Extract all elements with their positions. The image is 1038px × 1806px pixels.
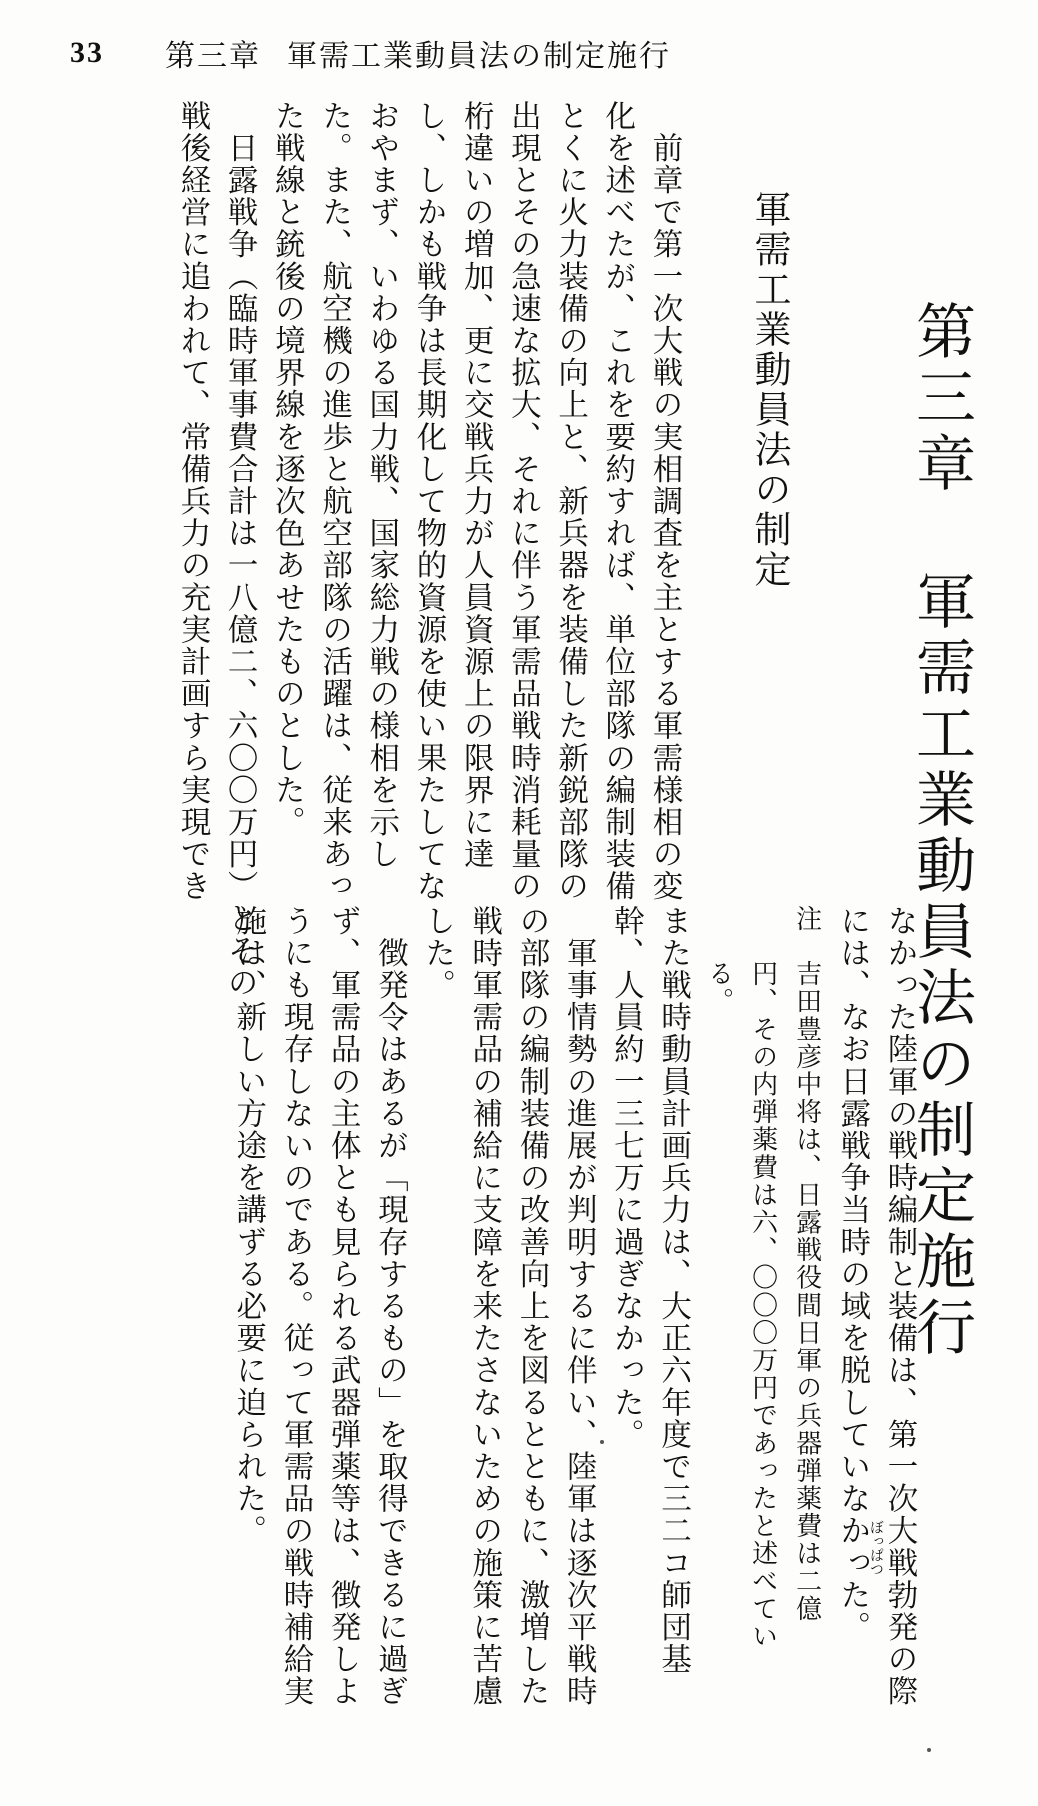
body-line: た戦線と銃後の境界線を逐次色あせたものとした。 <box>269 100 305 839</box>
body-line: おやまず、いわゆる国力戦、国家総力戦の様相を示し <box>363 100 399 871</box>
body-line: 施は、新しい方途を講ずる必要に迫られた。 <box>230 905 266 1547</box>
body-line: の部隊の編制装備の改善向上を図るとともに、激増した <box>513 905 549 1708</box>
body-line: なかった陸軍の戦時編制と装備は、第一次大戦勃発の際 <box>882 905 917 1708</box>
body-line: 戦後経営に追われて、常備兵力の充実計画すら実現でき <box>174 100 210 903</box>
body-line: 前章で第一次大戦の実相調査を主とする軍需様相の変 <box>647 100 682 903</box>
section-heading: 軍需工業動員法の制定 <box>748 190 791 590</box>
body-line: 出現とその急速な拡大、それに伴う軍需品戦時消耗量の <box>505 100 541 903</box>
body-line: 戦時軍需品の補給に支障を来たさないための施策に苦慮 <box>466 905 502 1708</box>
chapter-number: 第三章 <box>906 300 976 498</box>
upper-body-text <box>169 100 688 999</box>
print-speck <box>600 1440 604 1444</box>
body-line: 桁違いの増加、更に交戦兵力が人員資源上の限界に達 <box>458 100 494 871</box>
note-line: 注 吉田豊彦中将は、日露戦役間日軍の兵器弾薬費は二億 <box>791 905 822 1623</box>
print-speck <box>927 1748 931 1752</box>
note-line: 円、その内弾薬費は六、〇〇〇万円であったと述べてい <box>747 905 778 1651</box>
running-chapter-number: 第三章 <box>165 39 261 74</box>
body-line: 日露戦争（臨時軍事費合計は一八億二、六〇〇万円）とその <box>222 100 258 999</box>
body-line: ず、軍需品の主体とも見られる武器弾薬等は、徴発しよ <box>325 905 361 1708</box>
body-line: た。また、航空機の進歩と航空部隊の活躍は、従来あっ <box>316 100 352 903</box>
body-line: 化を述べたが、これを要約すれば、単位部隊の編制装備 <box>599 100 635 903</box>
body-line: 軍事情勢の進展が判明するに伴い、陸軍は逐次平戦時 <box>561 905 597 1708</box>
body-line: とくに火力装備の向上と、新兵器を装備した新鋭部隊の <box>552 100 588 903</box>
body-line: 幹、人員約一三七万に過ぎなかった。 <box>608 905 644 1451</box>
lower-body-text <box>225 905 923 1708</box>
body-line: した。 <box>419 905 455 1002</box>
body-line: 徴発令はあるが「現存するもの」を取得できるに過ぎ <box>372 905 408 1708</box>
body-line: うにも現存しないのである。従って軍需品の戦時補給実 <box>277 905 313 1708</box>
running-chapter-title: 軍需工業動員法の制定施行 <box>287 39 671 74</box>
ruby-annotation: ぼっぱつ <box>868 1520 884 1576</box>
running-header <box>70 28 998 78</box>
page-number: 33 <box>70 36 104 69</box>
body-line: また戦時動員計画兵力は、大正六年度で三二コ師団基 <box>655 905 691 1676</box>
chapter-title: 軍需工業動員法の制定施行 <box>906 570 976 1362</box>
body-line: には、なお日露戦争当時の域を脱していなかった。 <box>834 905 870 1644</box>
body-line: し、しかも戦争は長期化して物的資源を使い果たしてな <box>410 100 446 903</box>
note-line: る。 <box>703 905 734 1016</box>
